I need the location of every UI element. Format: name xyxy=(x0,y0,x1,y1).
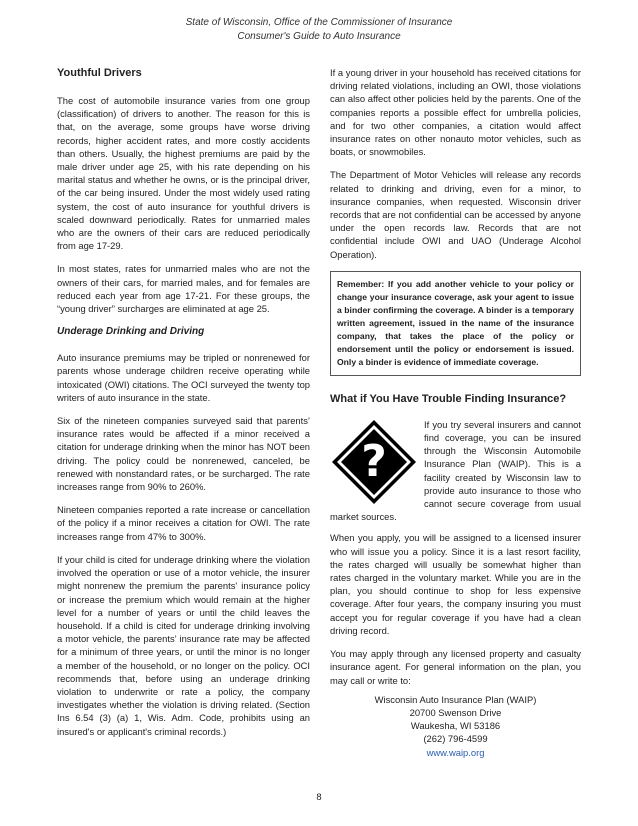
right-column xyxy=(330,66,581,759)
address-street: 20700 Swenson Drive xyxy=(409,706,502,718)
paragraph: If your child is cited for underage drinking where the violation involved the operation or use of a motor vehicle, the insurer might nonrenew the premium the parents' insurance policy or increase the premium which would remain at the higher level for a number of years or until the child leaves the household. If a child is cited for underage drinking involving a motor vehicle, the parents’ insurance rate may be affected for a minimum of three years, or until the minor is no longer a member of the household, or no longer on the policy. OCI recommends that, before using an underage drinking violation to underwrite or rate a policy, the company investigates whether the violation is driving related. (Section Ins 6.54 (3) (a) 1, Wis. Adm. Code, prohibits using an insured's or applicant's criminal records.) xyxy=(57,553,310,737)
waip-website-link[interactable]: www.waip.org xyxy=(426,746,485,758)
paragraph: If a young driver in your household has received citations for driving related violations, including an OWI, those violations can also affect other policies held by the parents. One of the companies reports a possible effect for umbrella policies, and for two other companies, a citation would affect insurance rates on other nonauto motor vehicles, such as boats, or snowmobiles. xyxy=(330,67,581,158)
paragraph: Six of the nineteen companies surveyed said that parents’ insurance rates would be affected if a minor received a citation for underage drinking when the minor has NOT been driving. The policy could be nonrenewed, canceled, be renewed with nonstandard rates, or be surcharged. The rate increases range from 90% to 260%. xyxy=(57,415,310,493)
youthful-drivers-heading: Youthful Drivers xyxy=(57,67,142,79)
waip-section xyxy=(330,418,581,532)
header-agency: State of Wisconsin, Office of the Commissioner of Insurance xyxy=(185,17,453,28)
page-number: 8 xyxy=(316,791,322,802)
address-phone: (262) 796-4599 xyxy=(423,733,488,745)
paragraph: If you try several insurers and cannot find coverage, you can be insured through the Wisconsin Automobile Insurance Plan (WAIP). This is a facility created by Wisconsin law to provide auto insurance to those who cannot secure coverage from usual market sources. xyxy=(330,418,581,523)
paragraph: You may apply through any licensed property and casualty insurance agent. For general information on the plan, you may call or write to: xyxy=(330,648,581,686)
trouble-finding-insurance-heading: What if You Have Trouble Finding Insurance? xyxy=(330,392,567,405)
paragraph: The Department of Motor Vehicles will release any records related to drinking and driving, even for a minor, to insurance companies, when requested. Wisconsin driver records that are not confidential can be accessed by anyone under the open records law. Records that are not confidential include OWI and UAO (Underage Alcohol Operation). xyxy=(330,169,581,260)
address-city: Waukesha, WI 53186 xyxy=(410,720,501,732)
question-mark-diamond-icon xyxy=(330,418,418,506)
paragraph: The cost of automobile insurance varies from one group (classification) of drivers to another. The reason for this is that, on the average, some groups have worse driving records, higher accident rates, and more costly accidents than others. Usually, the highest premiums are paid by the male driver under age 25, with his rate depending on his marital status and whether he owns, or is the principal driver, of the car being insured. Under the most widely used rating system, the cost of auto insurance for youthful drivers is scaled downward periodically. Rates for unmarried males who are the owners of their cars are reduced periodically from age 17-29. xyxy=(57,95,310,252)
waip-address xyxy=(330,693,581,759)
paragraph: In most states, rates for unmarried males who are not the owners of their cars, for married males, and for females are reduced each year from age 17-21. For these groups, the “young driver” surcharges are eliminated at age 25. xyxy=(57,263,310,315)
left-column xyxy=(57,66,310,748)
paragraph: When you apply, you will be assigned to a licensed insurer who will issue you a policy. Since it is a last resort facility, the rates charged will usually be somewhat higher than rates charged in the voluntary market. While you are in the plan, you should continue to shop for less expensive coverage. After four years, the company insuring you must accept you for regular coverage if you have had a clean driving record. xyxy=(330,532,581,636)
binder-reminder-callout: Remember: If you add another vehicle to your policy or change your insurance coverage, ask your agent to issue a binder confirming the coverage. A binder is a temporary written agreement, issued in the name of the insurance company, that takes the place of the policy or endorsement until the policy or endorsement is issued. Only a binder is evidence of immediate coverage. xyxy=(330,271,581,376)
underage-drinking-heading: Underage Drinking and Driving xyxy=(57,326,205,338)
page-header xyxy=(0,16,638,44)
svg-text:?: ? xyxy=(361,435,387,487)
address-name: Wisconsin Auto Insurance Plan (WAIP) xyxy=(374,693,537,705)
header-guide-title: Consumer's Guide to Auto Insurance xyxy=(237,31,401,42)
paragraph: Nineteen companies reported a rate increase or cancellation of the policy if a minor receives a citation for OWI. The rate increases range from 47% to 300%. xyxy=(57,504,310,542)
paragraph: Auto insurance premiums may be tripled or nonrenewed for parents whose underage children receive operating while intoxicated (OWI) citations. The OCI surveyed the twenty top writers of auto insurance in the state. xyxy=(57,352,310,403)
